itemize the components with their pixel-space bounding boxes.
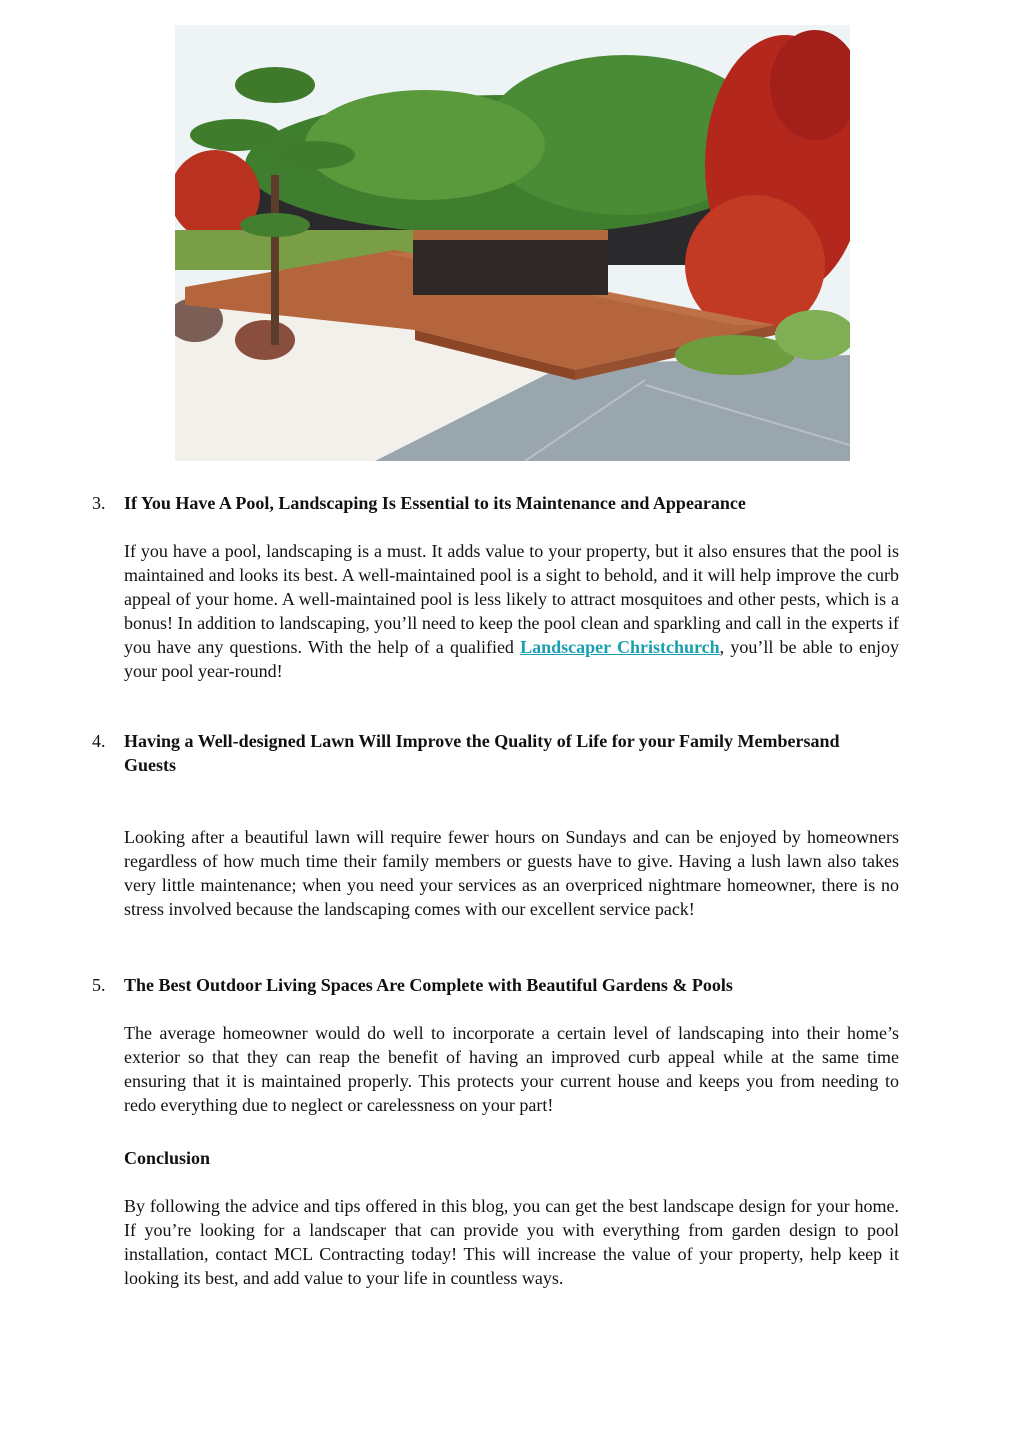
section-heading: The Best Outdoor Living Spaces Are Complete with Beautiful Gardens & Pools — [124, 975, 733, 995]
section-body — [124, 539, 899, 683]
section-heading: Having a Well-designed Lawn Will Improve the Quality of Life for your Family Membersand Guests — [124, 731, 840, 775]
body-text: If you have a pool, landscaping is a must. It adds value to your property, but it also ensures that the pool is maintained and looks its best. A well-maintained pool is a sight to behold, and it will help improve the curb appeal of your home. A well-maintained pool is less likely to attract mosquitoes and other pests, which is a bonus! In addition to landscaping, you’ll need to keep the pool clean and sparkling and call in the experts if you have any questions. With the help of a qualified — [124, 541, 899, 657]
list-number: 4. — [92, 731, 106, 751]
landscaper-christchurch-link[interactable]: Landscaper Christchurch — [520, 637, 720, 657]
body-text: , you’ll be able to enjoy your pool year-round! — [124, 637, 900, 681]
conclusion-body: By following the advice and tips offered in this blog, you can get the best landscape design for your home. If you’re looking for a landscaper that can provide you with everything from garden design to pool installation, contact MCL Contracting today! This will increase the value of your property, help keep it looking its best, and add value to your life in countless ways. — [124, 1196, 899, 1288]
conclusion-section — [124, 1146, 899, 1290]
list-number: 5. — [92, 975, 106, 995]
garden-photo — [175, 25, 850, 461]
conclusion-heading: Conclusion — [124, 1148, 211, 1168]
section-heading: If You Have A Pool, Landscaping Is Essential to its Maintenance and Appearance — [124, 493, 746, 513]
section-3 — [92, 491, 900, 683]
list-number: 3. — [92, 493, 106, 513]
section-5 — [92, 973, 899, 1117]
section-body: Looking after a beautiful lawn will require fewer hours on Sundays and can be enjoyed by homeowners regardless of how much time their family members or guests have to give. Having a lush lawn also takes very little maintenance; when you need your services as an overpriced nightmare homeowner, there is no stress involved because the landscaping comes with our excellent service pack! — [124, 827, 899, 919]
section-4 — [92, 729, 899, 921]
section-body: The average homeowner would do well to incorporate a certain level of landscaping into their home’s exterior so that they can reap the benefit of having an improved curb appeal while at the same time ensuring that it is maintained properly. This protects your current house and keeps you from needing to redo everything due to neglect or carelessness on your part! — [124, 1023, 899, 1115]
